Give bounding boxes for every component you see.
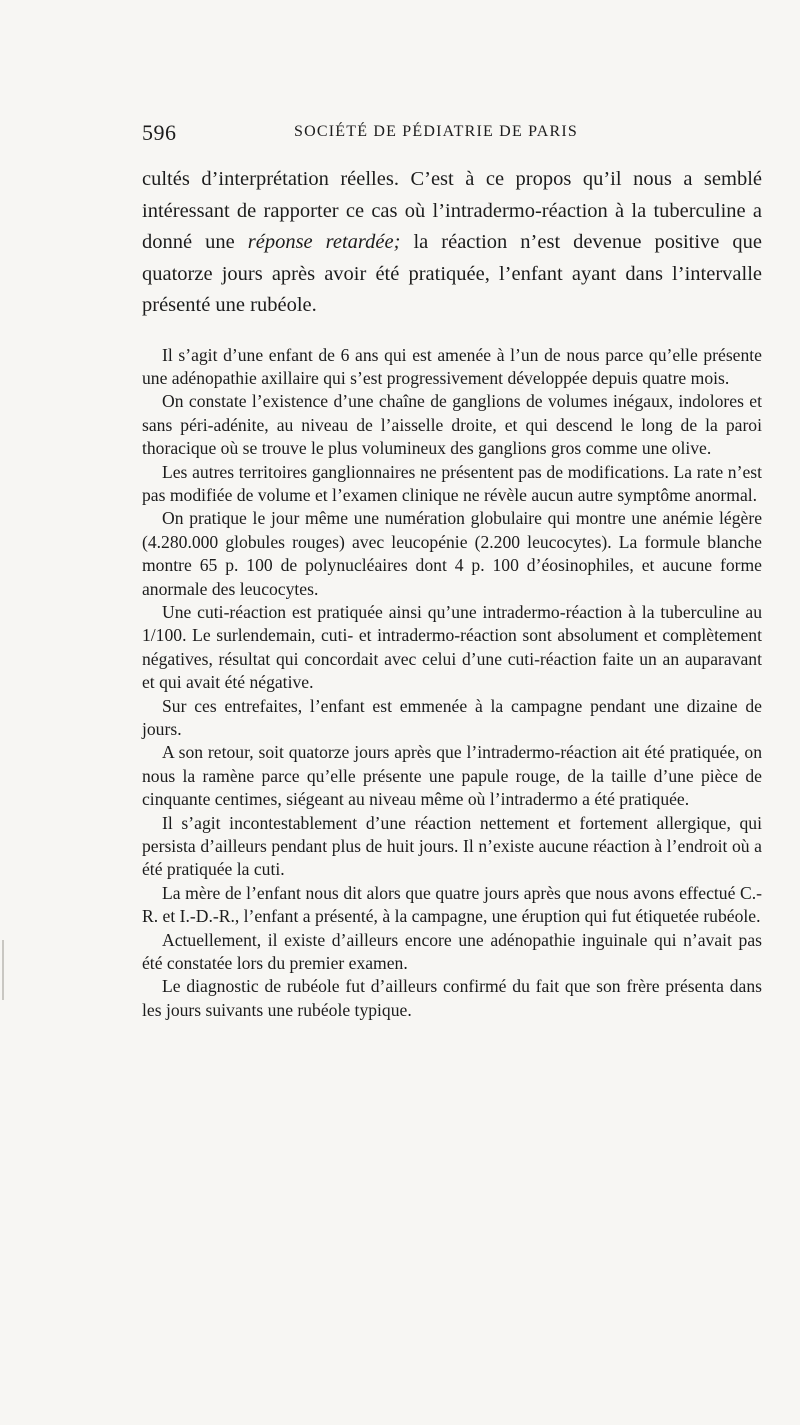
page-edge-mark <box>2 940 4 1000</box>
page-header <box>142 120 762 146</box>
paragraph-patient: Il s’agit d’une enfant de 6 ans qui est amenée à l’un de nous parce qu’elle présente une adénopathie axillaire qui s’est progressivement développée depuis quatre mois. <box>142 344 762 388</box>
paragraph-ganglions: On constate l’existence d’une chaîne de ganglions de volumes inégaux, indolores et sans péri-adénite, au niveau de l’aisselle droite, et qui descend le long de la paroi thoracique où se trouve le plus volumineux des ganglions gros comme une olive. <box>142 391 762 459</box>
intro-text-end: la réaction n’est devenue positive que quatorze jours après avoir été pratiquée, l’enfant ayant dans l’intervalle présenté une rubéole. <box>142 231 763 316</box>
paragraph-countryside: Sur ces entrefaites, l’enfant est emmenée à la campagne pendant une dizaine de jours. <box>142 695 762 739</box>
running-head: SOCIÉTÉ DE PÉDIATRIE DE PARIS <box>294 123 578 140</box>
paragraph-adenopathy: Actuellement, il existe d’ailleurs encore une adénopathie inguinale qui n’avait pas été constatée lors du premier examen. <box>142 929 762 974</box>
paragraph-cuti-reaction: Une cuti-réaction est pratiquée ainsi qu’une intradermo-réaction à la tuberculine au 1/100. Le surlendemain, cuti- et intradermo-réaction sont absolument et complètement négatives, résultat qui concordait avec celui d’une cuti-réaction faite un an auparavant et qui avait été négative. <box>142 601 762 693</box>
intro-paragraph <box>142 164 762 322</box>
case-report <box>142 344 762 1023</box>
page-number: 596 <box>142 120 177 145</box>
paragraph-mother-report: La mère de l’enfant nous dit alors que quatre jours après que nous avons effectué C.-R. et I.-D.-R., l’enfant a présenté, à la campagne, une éruption qui fut étiquetée rubéole. <box>142 882 762 927</box>
paragraph-territories: Les autres territoires ganglionnaires ne présentent pas de modifications. La rate n’est pas modifiée de volume et l’examen clinique ne révèle aucun autre symptôme anormal. <box>142 461 762 505</box>
body-text <box>142 164 762 1022</box>
paragraph-allergic-reaction: Il s’agit incontestablement d’une réaction nettement et fortement allergique, qui persista d’ailleurs pendant plus de huit jours. Il n’existe aucune réaction à l’endroit où a été pratiquée la cuti. <box>142 812 762 880</box>
intro-text-start: cultés d’interprétation réelles. C’est à ce propos qu’il nous a semblé intéressant de rapporter ce cas où l’intradermo-réaction à la tuberculine a donné une <box>142 168 762 253</box>
intro-italic-phrase: réponse retardée; <box>247 231 401 253</box>
paragraph-blood-count: On pratique le jour même une numération globulaire qui montre une anémie légère (4.280.000 globules rouges) avec leucopénie (2.200 leucocytes). La formule blanche montre 65 p. 100 de polynucléaires dont 4 p. 100 d’éosinophiles, et aucune forme anormale des leucocytes. <box>142 508 762 599</box>
paragraph-return: A son retour, soit quatorze jours après que l’intradermo-réaction ait été pratiquée, on nous la ramène parce qu’elle présente une papule rouge, de la taille d’une pièce de cinquante centimes, siégeant au niveau même où l’intradermo a été pratiquée. <box>142 742 762 810</box>
paragraph-diagnosis: Le diagnostic de rubéole fut d’ailleurs confirmé du fait que son frère présenta dans les jours suivants une rubéole typique. <box>142 976 762 1020</box>
